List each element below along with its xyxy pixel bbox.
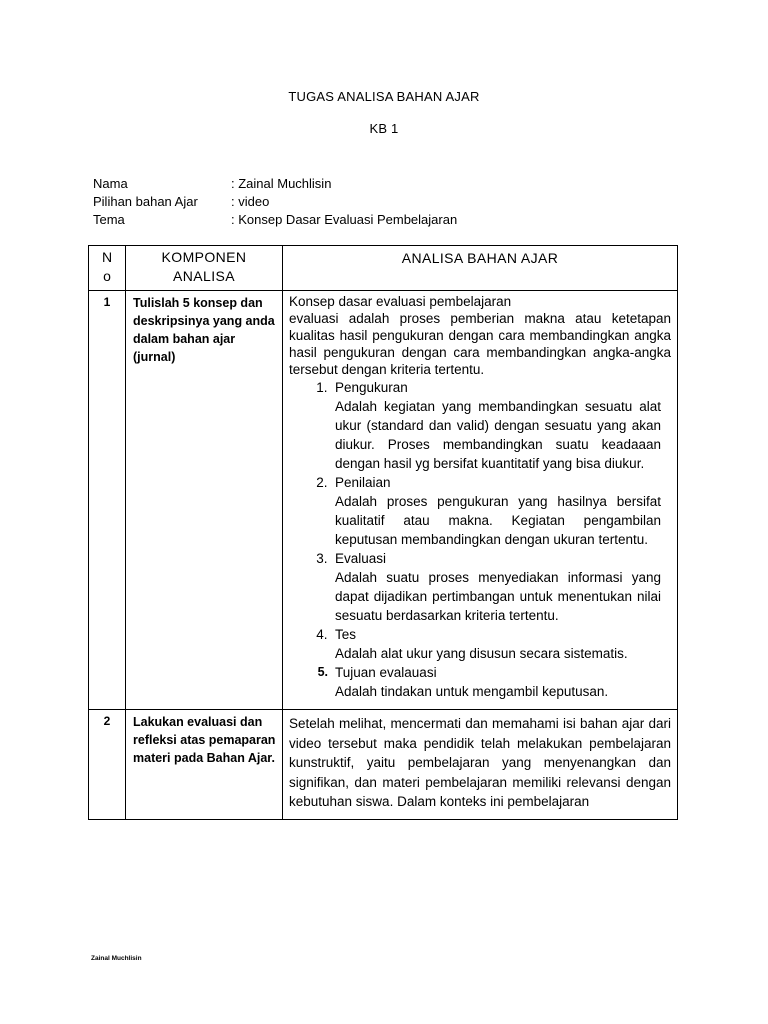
list-number: 4. xyxy=(316,627,328,642)
list-number: 1. xyxy=(316,380,328,395)
table-row xyxy=(89,710,678,820)
list-number: 2. xyxy=(316,475,328,490)
header-analisa: ANALISA BAHAN AJAR xyxy=(283,246,678,291)
meta-row-nama xyxy=(93,175,457,193)
list-item xyxy=(289,378,671,473)
row-komponen: Tulislah 5 konsep dan deskripsinya yang anda dalam bahan ajar (jurnal) xyxy=(126,291,283,710)
table-header-row xyxy=(89,246,678,291)
row-number: 2 xyxy=(89,710,126,820)
concept-desc: Adalah suatu proses menyediakan informasi yang dapat dijadikan pertimbangan untuk menentukan nilai sesuatu berdasarkan kriteria tertentu. xyxy=(335,570,661,623)
meta-value: : Konsep Dasar Evaluasi Pembelajaran xyxy=(231,212,458,227)
header-no xyxy=(89,246,126,291)
meta-value: : video xyxy=(231,194,270,209)
header-no-line1: N xyxy=(101,249,113,265)
meta-label: Tema xyxy=(93,212,125,227)
concept-term: Pengukuran xyxy=(335,380,408,395)
concept-term: Tes xyxy=(335,627,357,642)
table-row xyxy=(89,291,678,710)
list-number: 3. xyxy=(316,551,328,566)
document-subtitle: KB 1 xyxy=(369,121,399,136)
meta-value: : Zainal Muchlisin xyxy=(231,176,332,191)
list-item xyxy=(289,549,671,625)
meta-row-tema xyxy=(93,211,457,229)
meta-row-bahan xyxy=(93,193,457,211)
meta-block xyxy=(93,175,457,229)
document-title: TUGAS ANALISA BAHAN AJAR xyxy=(288,89,480,104)
header-komponen-text: KOMPONEN ANALISA xyxy=(161,249,247,284)
concept-term: Tujuan evalauasi xyxy=(335,665,437,680)
concept-list xyxy=(289,378,671,701)
intro-paragraph xyxy=(289,293,671,378)
concept-term: Evaluasi xyxy=(335,551,387,566)
row-number: 1 xyxy=(89,291,126,710)
header-komponen xyxy=(126,246,283,291)
row-analisa xyxy=(283,291,678,710)
row2-clip xyxy=(289,712,671,819)
analysis-table xyxy=(88,245,678,820)
list-item xyxy=(289,663,671,701)
intro-heading: Konsep dasar evaluasi pembelajaran xyxy=(289,294,512,309)
concept-desc: Adalah kegiatan yang membandingkan sesuatu alat ukur (standard dan valid) dengan sesuatu yang akan diukur. Proses membandingkan suatu keadaaan dengan hasil yg bersifat kuantitatif yang bisa diukur. xyxy=(335,399,661,471)
concept-desc: Adalah tindakan untuk mengambil keputusan. xyxy=(335,684,609,699)
concept-term: Penilaian xyxy=(335,475,391,490)
row-komponen: Lakukan evaluasi dan refleksi atas pemaparan materi pada Bahan Ajar. xyxy=(126,710,283,820)
intro-text: evaluasi adalah proses pemberian makna atau ketetapan kualitas hasil pengukuran dengan cara membandingkan angka hasil pengukuran dengan cara membandingkan angka-angka tersebut dengan kriteria tertentu. xyxy=(289,311,671,377)
concept-desc: Adalah proses pengukuran yang hasilnya bersifat kualitatif atau makna. Kegiatan pengambilan keputusan membandingkan dengan ukuran tertentu. xyxy=(335,494,661,547)
meta-label: Pilihan bahan Ajar xyxy=(93,194,198,209)
list-item xyxy=(289,625,671,663)
row-analisa xyxy=(283,710,678,820)
reflection-text: Setelah melihat, mencermati dan memahami isi bahan ajar dari video tersebut maka pendidik telah melakukan pembelajaran kunstruktif, yaitu pembelajaran yang menyenangkan dan signifikan, dan materi pembelajaran memiliki relevansi dengan kebutuhan siswa. Dalam konteks ini pembelajaran xyxy=(289,716,671,809)
header-no-line2: o xyxy=(103,268,111,284)
footer-author: Zainal Muchlisin xyxy=(91,955,142,962)
list-item xyxy=(289,473,671,549)
concept-desc: Adalah alat ukur yang disusun secara sistematis. xyxy=(335,646,628,661)
list-number: 5. xyxy=(317,665,329,679)
meta-label: Nama xyxy=(93,176,128,191)
